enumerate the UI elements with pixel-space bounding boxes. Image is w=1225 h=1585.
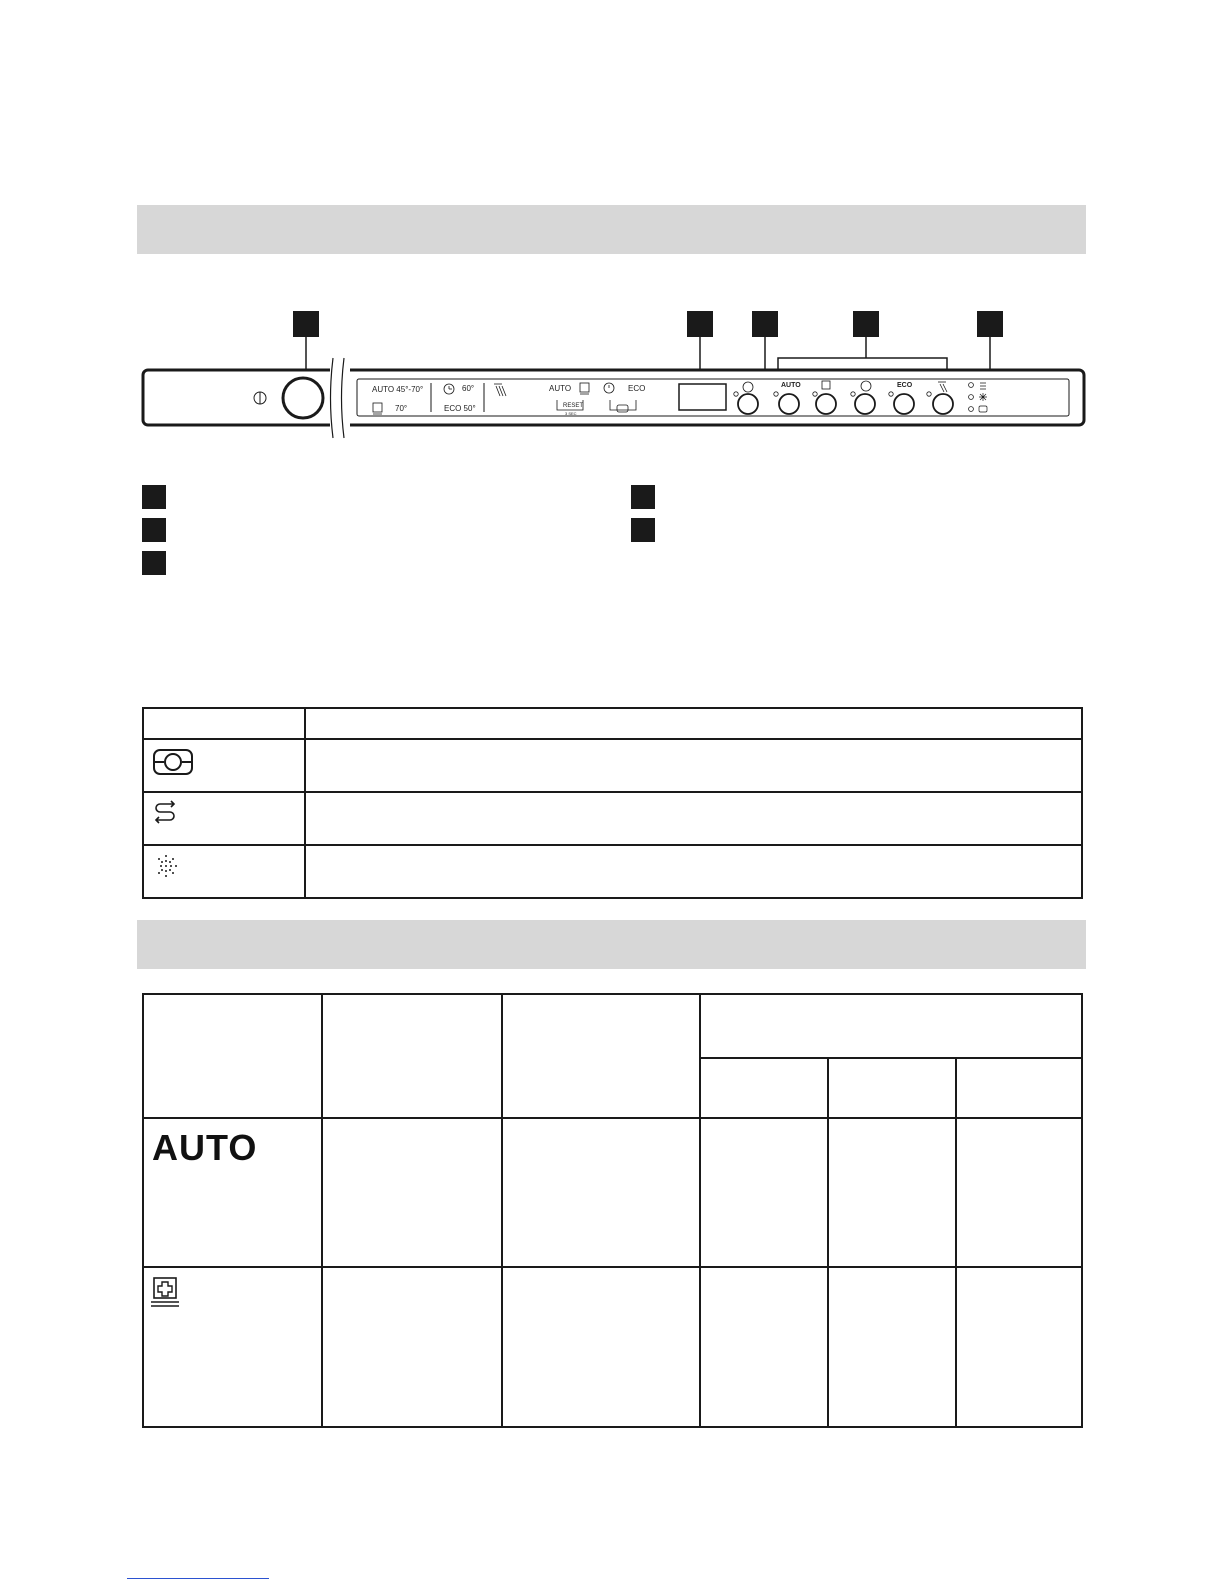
label-auto-range: AUTO 45°-70° <box>372 385 424 394</box>
footer-link-underline[interactable] <box>127 1578 269 1579</box>
indicator-symbol-cell <box>143 792 305 845</box>
label-auto-button: AUTO <box>781 382 801 389</box>
legend-marker-3 <box>142 551 166 575</box>
indicator-header-cell <box>305 708 1082 739</box>
section-header-band-2 <box>137 920 1086 969</box>
indicator-description-cell <box>305 792 1082 845</box>
auto-button <box>779 394 799 414</box>
eco-button <box>894 394 914 414</box>
intensive-programme-icon <box>144 1268 194 1312</box>
label-auto-word: AUTO <box>549 384 572 393</box>
delay-button <box>738 394 758 414</box>
legend-marker-5 <box>631 518 655 542</box>
label-eco-temp: ECO 50° <box>444 404 476 413</box>
control-panel-diagram <box>0 0 1225 460</box>
indicator-symbol-cell <box>143 739 305 792</box>
programme-cell <box>956 1118 1082 1267</box>
label-reset: RESET <box>563 403 584 409</box>
consumption-subheader-cell <box>828 1058 956 1118</box>
label-eco-button: ECO <box>897 382 913 389</box>
label-intensive-temp: 70° <box>395 404 408 413</box>
legend-marker-1 <box>142 485 166 509</box>
consumption-header-cell <box>700 994 1082 1058</box>
door-icon <box>144 740 204 780</box>
programme-symbol-cell <box>143 1267 322 1427</box>
programme-cell <box>828 1267 956 1427</box>
on-off-knob <box>283 378 323 418</box>
programme-header-cell <box>322 994 502 1118</box>
indicator-header-cell <box>143 708 305 739</box>
quick-button <box>855 394 875 414</box>
label-eco-word: ECO <box>628 384 646 393</box>
programme-cell <box>322 1118 502 1267</box>
programme-header-cell <box>143 994 322 1118</box>
intensive-button <box>816 394 836 414</box>
multitab-button <box>933 394 953 414</box>
indicator-description-cell <box>305 845 1082 898</box>
programme-cell <box>502 1267 700 1427</box>
label-quick-temp: 60° <box>462 384 475 393</box>
sparkle-salt-icon <box>144 846 204 886</box>
label-reset-time: 3 SEC <box>565 411 577 416</box>
programme-symbol-cell <box>143 1118 322 1267</box>
indicator-table <box>142 707 1083 899</box>
consumption-subheader-cell <box>956 1058 1082 1118</box>
programme-table <box>142 993 1083 1428</box>
programme-cell <box>322 1267 502 1427</box>
rinse-aid-icon <box>144 793 204 833</box>
programme-cell <box>700 1267 828 1427</box>
legend-marker-4 <box>631 485 655 509</box>
consumption-subheader-cell <box>700 1058 828 1118</box>
programme-cell <box>700 1118 828 1267</box>
auto-programme-label: AUTO <box>152 1127 258 1168</box>
programme-cell <box>828 1118 956 1267</box>
programme-cell <box>502 1118 700 1267</box>
indicator-symbol-cell <box>143 845 305 898</box>
programme-header-cell <box>502 994 700 1118</box>
programme-cell <box>956 1267 1082 1427</box>
salt-icon <box>979 393 987 401</box>
indicator-description-cell <box>305 739 1082 792</box>
legend-marker-2 <box>142 518 166 542</box>
